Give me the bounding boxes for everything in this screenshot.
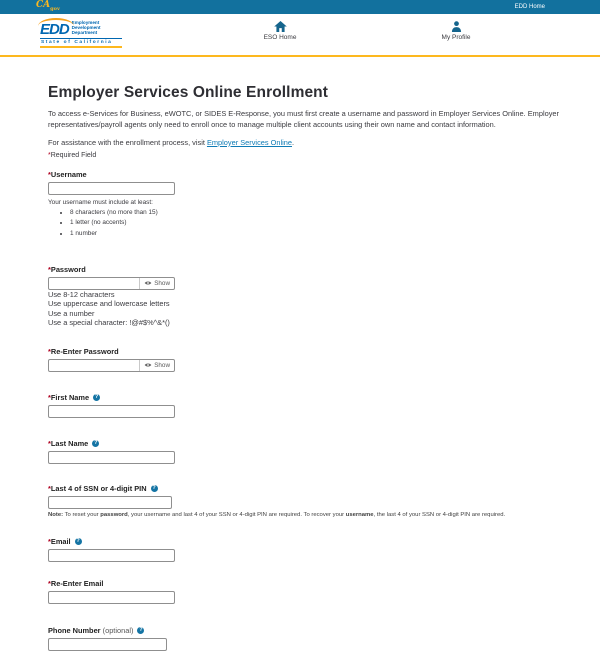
- password-label: [48, 265, 555, 274]
- note-bold: password: [100, 511, 128, 518]
- utility-bar: [0, 0, 600, 14]
- email-input[interactable]: [48, 549, 175, 562]
- reenter-password-label-text: Re-Enter Password: [50, 346, 119, 356]
- reenter-email-label: [48, 579, 555, 588]
- edd-dept-line3: Department: [71, 30, 98, 36]
- required-field-note: [48, 152, 555, 159]
- required-marker: *: [48, 264, 51, 274]
- ssn-pin-input[interactable]: [48, 496, 172, 509]
- note-text: To reset your: [63, 511, 101, 518]
- nav-my-profile[interactable]: [424, 21, 488, 41]
- reenter-password-label: [48, 347, 555, 356]
- last-name-label-text: Last Name: [50, 438, 89, 448]
- required-marker: *: [48, 392, 51, 402]
- assistance-line: [48, 138, 555, 147]
- my-profile-label: My Profile: [441, 34, 471, 41]
- last-name-label: [48, 439, 555, 448]
- required-marker: *: [48, 536, 51, 546]
- help-icon[interactable]: ?: [139, 626, 143, 633]
- phone-label: [48, 626, 555, 635]
- username-hint-list: [48, 209, 555, 238]
- username-hint-item: • 8 characters (no more than 15): [70, 209, 555, 217]
- help-icon[interactable]: ?: [94, 393, 99, 400]
- assistance-prefix: For assistance with the enrollment process, visit: [48, 137, 207, 147]
- home-icon: [274, 21, 287, 32]
- reenter-password-show-button[interactable]: [139, 360, 174, 371]
- eye-icon: [144, 280, 152, 286]
- username-hint-item: • 1 number: [70, 230, 555, 238]
- note-bold: Note:: [48, 511, 64, 518]
- note-bold: username: [345, 511, 374, 518]
- reenter-email-label-text: Re-Enter Email: [50, 578, 104, 588]
- edd-logo[interactable]: [40, 20, 122, 48]
- help-icon[interactable]: ?: [152, 484, 156, 491]
- eye-icon: [144, 362, 152, 368]
- required-marker: *: [48, 483, 51, 493]
- edd-swoosh-icon: [38, 18, 74, 26]
- eso-home-label: ESO Home: [263, 34, 297, 41]
- reenter-password-input-wrap: [48, 359, 175, 372]
- reenter-email-input[interactable]: [48, 591, 175, 604]
- first-name-label-text: First Name: [50, 392, 90, 402]
- nav-eso-home[interactable]: [248, 21, 312, 41]
- username-hint-item: • 1 letter (no accents): [70, 219, 555, 227]
- first-name-field-group: [48, 393, 555, 418]
- username-label: [48, 170, 555, 179]
- page-title: Employer Services Online Enrollment: [48, 84, 329, 101]
- ca-gov-logo-text: CA: [36, 0, 51, 11]
- show-label: Show: [154, 279, 170, 287]
- first-name-input[interactable]: [48, 405, 175, 418]
- reenter-email-field-group: [48, 579, 555, 604]
- phone-field-group: [48, 626, 555, 651]
- phone-optional-inner: (optional): [102, 625, 134, 635]
- ssn-pin-field-group: [48, 484, 555, 518]
- email-label: [48, 537, 555, 546]
- required-marker: *: [48, 169, 51, 179]
- reenter-password-input[interactable]: [49, 360, 139, 371]
- required-marker: *: [48, 438, 51, 448]
- first-name-label: [48, 393, 555, 402]
- email-field-group: [48, 537, 555, 562]
- required-note-text: Required Field: [50, 151, 97, 159]
- password-field-group: [48, 265, 555, 327]
- note-text: , your username and last 4 of your SSN or 4-digit PIN are required. To recover your: [127, 511, 346, 518]
- password-input-wrap: [48, 277, 175, 290]
- password-show-button[interactable]: [139, 278, 174, 289]
- site-header: [0, 14, 600, 57]
- employer-services-online-link[interactable]: Employer Services Online: [206, 137, 292, 147]
- ssn-pin-note: [48, 512, 553, 518]
- phone-input[interactable]: [48, 638, 167, 651]
- last-name-input[interactable]: [48, 451, 175, 464]
- edd-home-link[interactable]: EDD Home: [514, 4, 545, 10]
- required-marker: *: [48, 346, 51, 356]
- username-field-group: [48, 170, 555, 238]
- password-rule: Use a number: [48, 308, 95, 318]
- person-icon: [451, 21, 462, 32]
- username-label-text: Username: [50, 169, 87, 179]
- password-label-text: Password: [50, 264, 86, 274]
- note-text: , the last 4 of your SSN or 4-digit PIN are required.: [373, 511, 506, 518]
- edd-department-text: [72, 20, 101, 37]
- edd-dept-line2: Development: [71, 25, 101, 31]
- ssn-pin-label-text: Last 4 of SSN or 4-digit PIN: [50, 483, 147, 493]
- main-content: [0, 84, 600, 651]
- intro-paragraph: To access e-Services for Business, eWOTC, or SIDES E-Response, you must first create a username and password in Employer Services Online. Employer representatives/payroll agents only need to enroll once to manage multiple client accounts using their own name and contact information.: [48, 109, 559, 129]
- password-input[interactable]: [49, 278, 139, 289]
- username-input[interactable]: [48, 182, 175, 195]
- assistance-suffix: .: [292, 137, 295, 147]
- help-icon[interactable]: ?: [94, 439, 98, 446]
- phone-optional-text: [101, 626, 134, 635]
- required-marker: *: [48, 578, 51, 588]
- password-rule: Use a special character: !@#$%^&*(): [48, 318, 170, 328]
- phone-label-text: Phone Number: [48, 625, 101, 635]
- last-name-field-group: [48, 439, 555, 464]
- edd-acronym: EDD: [40, 20, 69, 38]
- required-marker: *: [48, 151, 51, 159]
- reenter-password-field-group: [48, 347, 555, 372]
- show-label: Show: [154, 361, 170, 369]
- password-rule: Use 8-12 characters: [48, 290, 115, 300]
- edd-dept-line1: Employment: [71, 20, 100, 25]
- username-hint-title: Your username must include at least:: [48, 198, 153, 206]
- ca-gov-logo-suffix: gov: [50, 5, 60, 12]
- edd-state-text: State of California: [40, 38, 122, 49]
- help-icon[interactable]: ?: [76, 537, 80, 544]
- email-label-text: Email: [50, 536, 71, 546]
- ssn-pin-label: [48, 484, 555, 493]
- password-rule: Use uppercase and lowercase letters: [48, 299, 170, 309]
